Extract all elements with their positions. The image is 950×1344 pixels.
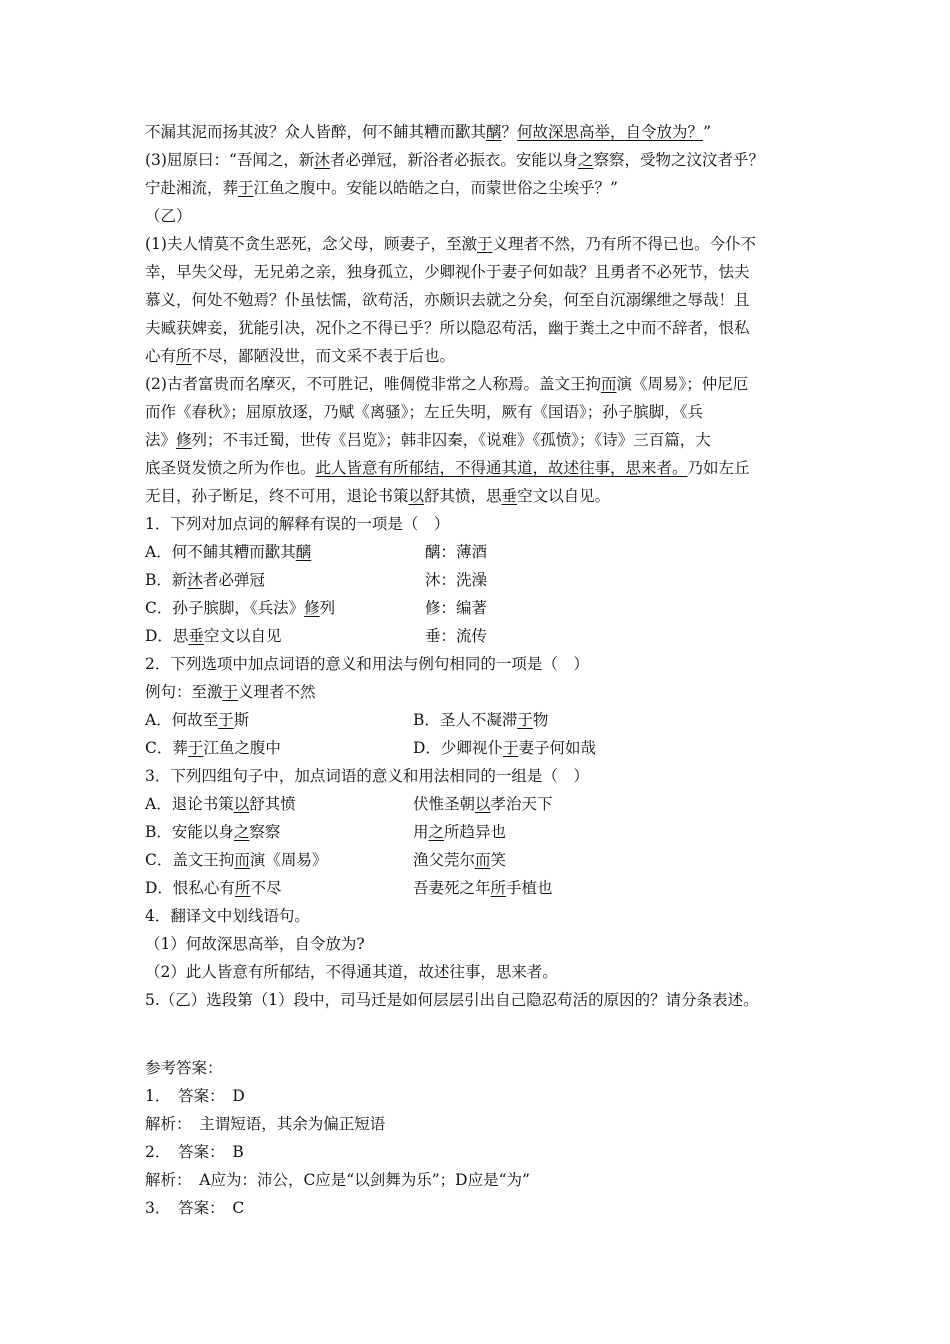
underlined-word: 垂 — [501, 487, 518, 505]
question-4-stem: 4．翻译文中划线语句。 — [145, 907, 310, 925]
passage-yi-line-5: 心有所不尽，鄙陋没世，而文采不表于后也。 — [145, 347, 456, 365]
passage-yi-line-10: 无目，孙子断足，终不可用，退论书策以舒其愤，思垂空文以自见。 — [145, 487, 611, 505]
q1-option-c: C．孙子膑脚，《兵法》修列 修：编著 — [145, 599, 488, 617]
answer-3: 3． 答案： C — [145, 1199, 245, 1217]
answer-1: 1． 答案： D — [145, 1087, 245, 1105]
question-1-stem: 1．下列对加点词的解释有误的一项是（ ） — [145, 515, 450, 533]
q3-option-c: C．盖文王拘而演《周易》 渔父莞尔而笑 — [145, 851, 507, 869]
passage-yi-line-8: 法》修列；不韦迁蜀，世传《吕览》；韩非囚秦，《说难》《孤愤》；《诗》三百篇，大 — [145, 431, 711, 449]
passage-yi-line-3: 慕义，何处不勉焉？仆虽怯懦，欲苟活，亦颇识去就之分矣，何至自沉溺缧绁之辱哉！且 — [145, 291, 750, 309]
underlined-word: 修 — [176, 431, 192, 449]
passage-jia-line-3: 宁赴湘流，葬于江鱼之腹中。安能以皓皓之白，而蒙世俗之尘埃乎？” — [145, 179, 618, 197]
q2-option-b: B．圣人不凝滞于物 — [413, 711, 549, 729]
underlined-word: 垂 — [188, 627, 204, 645]
underlined-word: 于 — [238, 179, 254, 197]
underlined-word: 于 — [476, 235, 493, 253]
q3-option-d: D．恨私心有所不尽 吾妻死之年所手植也 — [145, 879, 553, 897]
underlined-word: 以 — [408, 487, 425, 505]
explanation-1: 解析： 主谓短语，其余为偏正短语 — [145, 1115, 386, 1133]
question-3-stem: 3．下列四组句子中，加点词语的意义和用法相同的一组是（ ） — [145, 767, 589, 785]
passage-yi-label: （乙） — [145, 207, 192, 225]
underlined-word: 沐 — [314, 151, 330, 169]
underlined-sentence: 此人皆意有所郁结，不得通其道，故述往事，思来者。 — [315, 459, 688, 477]
q1-gloss-d: 垂：流传 — [425, 627, 488, 645]
underlined-word: 于 — [222, 683, 239, 701]
q1-gloss-c: 修：编著 — [425, 599, 488, 617]
q1-option-d: D．思垂空文以自见 垂：流传 — [145, 627, 488, 645]
passage-yi-line-2: 幸，早失父母，无兄弟之亲，独身孤立，少卿视仆于妻子何如哉？且勇者不必死节，怯夫 — [145, 263, 750, 281]
q3-option-b: B．安能以身之察察 用之所趋异也 — [145, 823, 507, 841]
q2-option-c: C．葬于江鱼之腹中 — [145, 739, 281, 757]
underlined-word: 而 — [600, 375, 617, 393]
passage-yi-line-7: 而作《春秋》；屈原放逐，乃赋《离骚》；左丘失明，厥有《国语》；孙子膑脚，《兵 — [145, 403, 704, 421]
answer-2: 2． 答案： B — [145, 1143, 244, 1161]
passage-yi-line-4: 夫臧获婢妾，犹能引决，况仆之不得已乎？所以隐忍苟活，幽于粪土之中而不辞者，恨私 — [145, 319, 750, 337]
underlined-word: 修 — [304, 599, 320, 617]
q4-sentence-2: （2）此人皆意有所郁结，不得通其道，故述往事，思来者。 — [145, 963, 558, 981]
underlined-word: 醨 — [486, 123, 502, 141]
q2-option-a: A．何故至于斯 — [145, 711, 250, 729]
question-2-stem: 2．下列选项中加点词语的意义和用法与例句相同的一项是（ ） — [145, 655, 589, 673]
passage-yi-line-6: (2)古者富贵而名摩灭，不可胜记，唯倜傥非常之人称焉。盖文王拘而演《周易》；仲尼厄 — [145, 375, 749, 393]
q1-gloss-a: 醨：薄酒 — [425, 543, 488, 561]
q2-options-row-2 — [145, 738, 596, 758]
passage-jia-line-2: (3)屈原曰：“吾闻之，新沐者必弹冠，新浴者必振衣。安能以身之察察，受物之汶汶者乎？ — [145, 151, 764, 169]
q1-gloss-b: 沐：洗澡 — [425, 571, 488, 589]
explanation-2: 解析： A应为：沛公，C应是“以剑舞为乐”；D应是“为” — [145, 1171, 530, 1189]
q3-option-a: A．退论书策以舒其愤 伏惟圣朝以孝治天下 — [145, 795, 553, 813]
underlined-word: 醨 — [295, 543, 312, 561]
underlined-sentence: 何故深思高举，自令放为？ — [517, 123, 704, 141]
q4-sentence-1: （1）何故深思高举，自令放为? — [145, 935, 365, 953]
passage-yi-line-1: (1)夫人情莫不贪生恶死，念父母，顾妻子，至激于义理者不然，乃有所不得已也。今仆不 — [145, 235, 756, 253]
q2-options-row-1 — [145, 710, 549, 730]
q2-example: 例句：至激于义理者不然 — [145, 683, 316, 701]
answers-title: 参考答案： — [145, 1059, 223, 1077]
passage-jia-line-1: 不漏其泥而扬其波？众人皆醉，何不餔其糟而歠其醨？何故深思高举，自令放为？” — [145, 123, 711, 141]
q1-option-b: B．新沐者必弹冠 沐：洗澡 — [145, 571, 488, 589]
q2-option-d: D．少卿视仆于妻子何如哉 — [413, 739, 596, 757]
underlined-word: 沐 — [187, 571, 203, 589]
q1-option-a: A．何不餔其糟而歠其醨 醨：薄酒 — [145, 543, 488, 561]
passage-yi-line-9: 底圣贤发愤之所为作也。此人皆意有所郁结，不得通其道，故述往事，思来者。乃如左丘 — [145, 459, 750, 477]
question-5-stem: 5.（乙）选段第（1）段中，司马迁是如何层层引出自己隐忍苟活的原因的？请分条表述。 — [145, 991, 759, 1009]
underlined-word: 之 — [577, 151, 594, 169]
underlined-word: 所 — [176, 347, 192, 365]
